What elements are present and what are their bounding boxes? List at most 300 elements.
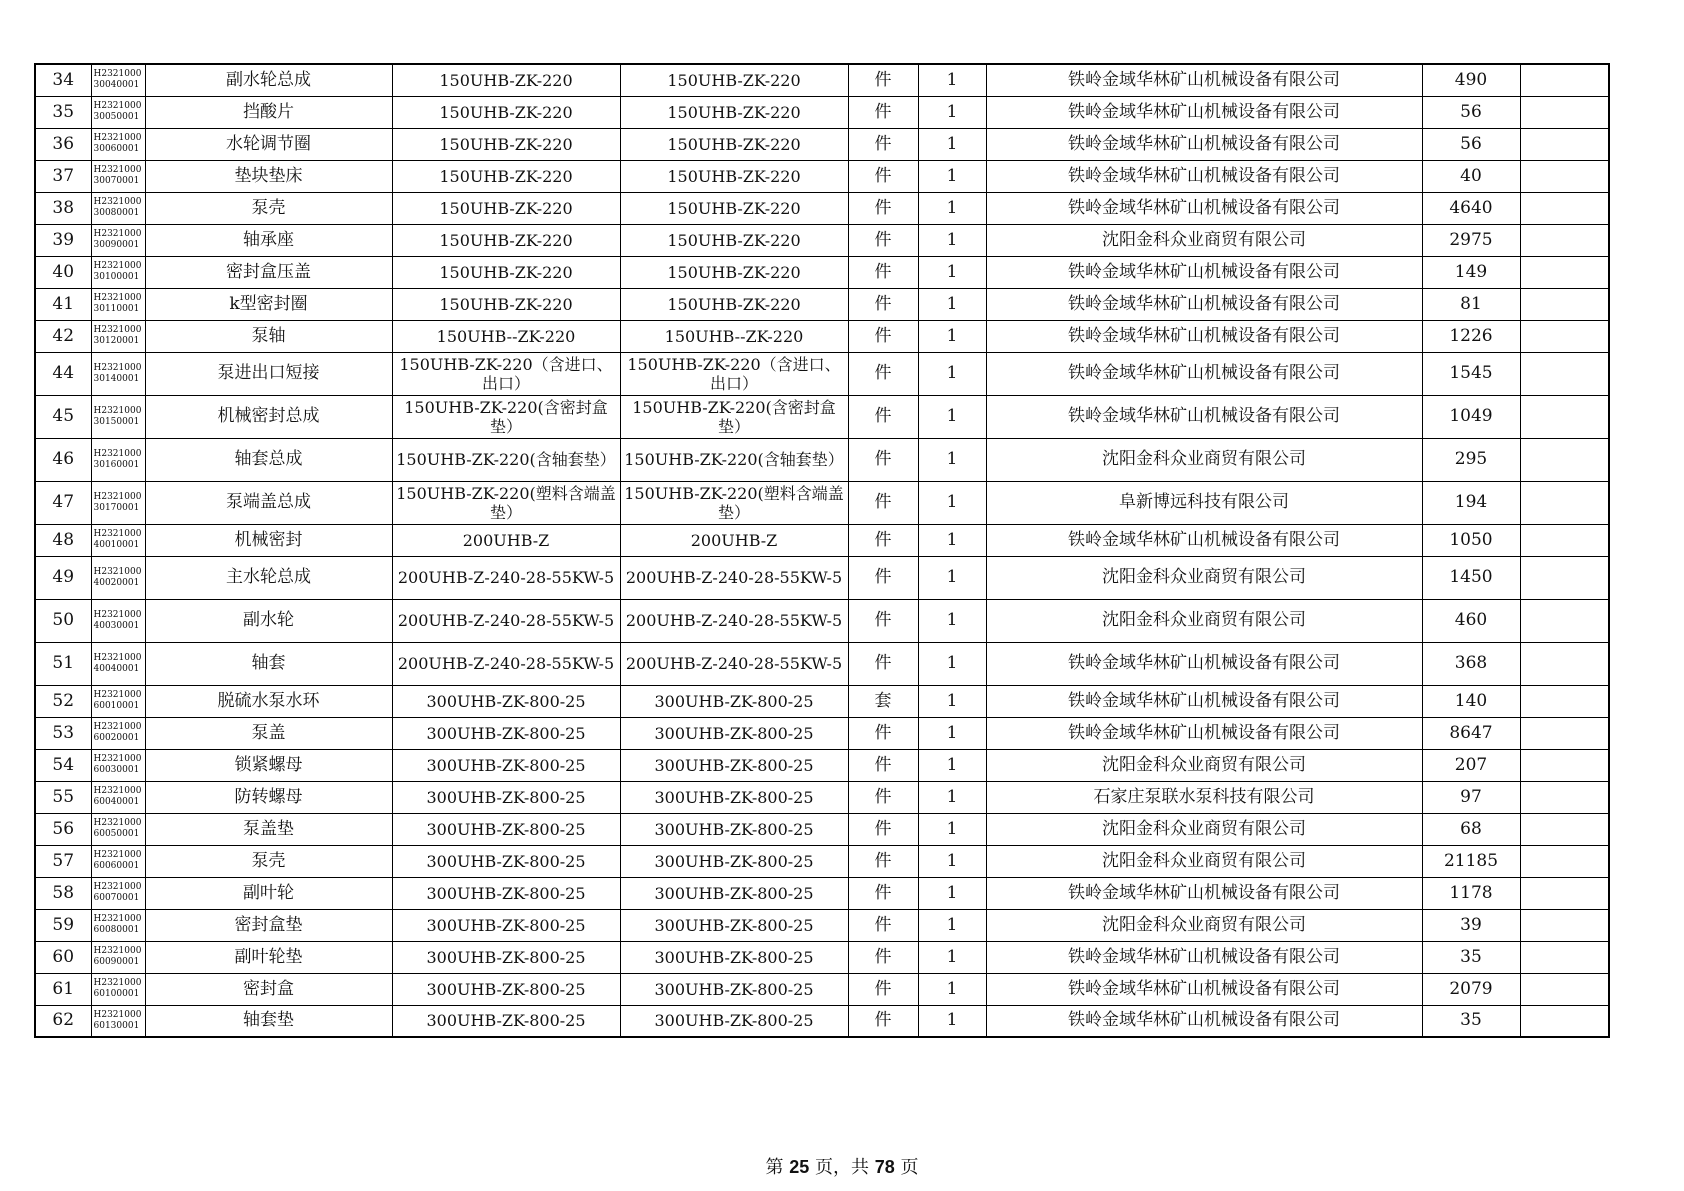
quantity: 1	[918, 96, 986, 128]
table-row	[35, 685, 1609, 717]
spec-text: 150UHB-ZK-220	[392, 192, 620, 224]
remark	[1520, 224, 1609, 256]
model-text: 200UHB-Z-240-28-55KW-5	[620, 556, 848, 599]
supplier-name: 沈阳金科众业商贸有限公司	[986, 556, 1422, 599]
unit: 件	[848, 1005, 918, 1037]
row-number: 47	[35, 481, 91, 524]
unit: 件	[848, 909, 918, 941]
quantity: 1	[918, 973, 986, 1005]
remark	[1520, 481, 1609, 524]
unit-price: 68	[1422, 813, 1520, 845]
quantity: 1	[918, 320, 986, 352]
unit-price: 2079	[1422, 973, 1520, 1005]
remark	[1520, 438, 1609, 481]
table-row	[35, 160, 1609, 192]
quantity: 1	[918, 813, 986, 845]
remark	[1520, 1005, 1609, 1037]
spec-text: 300UHB-ZK-800-25	[392, 1005, 620, 1037]
table-row	[35, 909, 1609, 941]
spec-text: 150UHB--ZK-220	[392, 320, 620, 352]
part-name: 泵轴	[145, 320, 392, 352]
row-number: 40	[35, 256, 91, 288]
supplier-name: 铁岭金域华林矿山机械设备有限公司	[986, 160, 1422, 192]
unit: 件	[848, 256, 918, 288]
remark	[1520, 556, 1609, 599]
model-text: 300UHB-ZK-800-25	[620, 877, 848, 909]
unit: 件	[848, 781, 918, 813]
remark	[1520, 941, 1609, 973]
part-name: 泵壳	[145, 845, 392, 877]
table-row	[35, 599, 1609, 642]
footer-prefix: 第	[765, 1157, 784, 1178]
remark	[1520, 909, 1609, 941]
part-name: 垫块垫床	[145, 160, 392, 192]
table-row	[35, 96, 1609, 128]
remark	[1520, 781, 1609, 813]
quantity: 1	[918, 352, 986, 395]
model-text: 150UHB-ZK-220(含轴套垫）	[620, 438, 848, 481]
model-text: 300UHB-ZK-800-25	[620, 781, 848, 813]
unit: 件	[848, 813, 918, 845]
spec-text: 150UHB-ZK-220	[392, 288, 620, 320]
material-code: H2321000 60020001	[91, 717, 145, 749]
model-text: 150UHB-ZK-220	[620, 64, 848, 96]
model-text: 300UHB-ZK-800-25	[620, 909, 848, 941]
supplier-name: 沈阳金科众业商贸有限公司	[986, 224, 1422, 256]
part-name: 泵盖垫	[145, 813, 392, 845]
material-code: H2321000 30070001	[91, 160, 145, 192]
unit-price: 56	[1422, 128, 1520, 160]
model-text: 150UHB-ZK-220(含密封盒垫）	[620, 395, 848, 438]
remark	[1520, 288, 1609, 320]
page-footer	[0, 1153, 1684, 1179]
unit-price: 490	[1422, 64, 1520, 96]
spec-text: 150UHB-ZK-220	[392, 256, 620, 288]
unit: 件	[848, 64, 918, 96]
remark	[1520, 395, 1609, 438]
supplier-name: 铁岭金域华林矿山机械设备有限公司	[986, 192, 1422, 224]
table-body	[35, 64, 1609, 1037]
quantity: 1	[918, 524, 986, 556]
quantity: 1	[918, 877, 986, 909]
spec-text: 200UHB-Z	[392, 524, 620, 556]
row-number: 37	[35, 160, 91, 192]
unit: 件	[848, 395, 918, 438]
spec-text: 300UHB-ZK-800-25	[392, 941, 620, 973]
unit: 件	[848, 941, 918, 973]
spec-text: 300UHB-ZK-800-25	[392, 909, 620, 941]
spec-text: 200UHB-Z-240-28-55KW-5	[392, 642, 620, 685]
table-row	[35, 941, 1609, 973]
quantity: 1	[918, 160, 986, 192]
model-text: 300UHB-ZK-800-25	[620, 717, 848, 749]
remark	[1520, 128, 1609, 160]
supplier-name: 铁岭金域华林矿山机械设备有限公司	[986, 877, 1422, 909]
spec-text: 300UHB-ZK-800-25	[392, 845, 620, 877]
spec-text: 300UHB-ZK-800-25	[392, 717, 620, 749]
quantity: 1	[918, 845, 986, 877]
table-row	[35, 128, 1609, 160]
supplier-name: 沈阳金科众业商贸有限公司	[986, 909, 1422, 941]
unit-price: 21185	[1422, 845, 1520, 877]
row-number: 51	[35, 642, 91, 685]
table-row	[35, 877, 1609, 909]
spec-text: 150UHB-ZK-220	[392, 224, 620, 256]
model-text: 200UHB-Z-240-28-55KW-5	[620, 599, 848, 642]
table-row	[35, 642, 1609, 685]
unit: 件	[848, 160, 918, 192]
row-number: 41	[35, 288, 91, 320]
row-number: 61	[35, 973, 91, 1005]
remark	[1520, 685, 1609, 717]
row-number: 60	[35, 941, 91, 973]
unit-price: 35	[1422, 1005, 1520, 1037]
row-number: 46	[35, 438, 91, 481]
unit-price: 4640	[1422, 192, 1520, 224]
quantity: 1	[918, 749, 986, 781]
part-name: 泵端盖总成	[145, 481, 392, 524]
material-code: H2321000 40020001	[91, 556, 145, 599]
unit: 件	[848, 192, 918, 224]
supplier-name: 铁岭金域华林矿山机械设备有限公司	[986, 973, 1422, 1005]
remark	[1520, 845, 1609, 877]
model-text: 300UHB-ZK-800-25	[620, 941, 848, 973]
table-row	[35, 395, 1609, 438]
unit-price: 1545	[1422, 352, 1520, 395]
material-code: H2321000 60030001	[91, 749, 145, 781]
remark	[1520, 160, 1609, 192]
material-code: H2321000 30040001	[91, 64, 145, 96]
unit-price: 97	[1422, 781, 1520, 813]
model-text: 150UHB-ZK-220	[620, 224, 848, 256]
total-pages: 78	[874, 1157, 895, 1177]
part-name: 轴套垫	[145, 1005, 392, 1037]
spec-text: 150UHB-ZK-220	[392, 96, 620, 128]
remark	[1520, 96, 1609, 128]
unit: 件	[848, 717, 918, 749]
unit-price: 1450	[1422, 556, 1520, 599]
unit: 件	[848, 96, 918, 128]
row-number: 35	[35, 96, 91, 128]
part-name: 泵盖	[145, 717, 392, 749]
table-row	[35, 481, 1609, 524]
table-row	[35, 813, 1609, 845]
supplier-name: 沈阳金科众业商贸有限公司	[986, 813, 1422, 845]
model-text: 150UHB-ZK-220	[620, 160, 848, 192]
material-code: H2321000 60040001	[91, 781, 145, 813]
unit: 套	[848, 685, 918, 717]
supplier-name: 铁岭金域华林矿山机械设备有限公司	[986, 941, 1422, 973]
unit-price: 295	[1422, 438, 1520, 481]
material-code: H2321000 30140001	[91, 352, 145, 395]
material-code: H2321000 40030001	[91, 599, 145, 642]
table-row	[35, 845, 1609, 877]
unit: 件	[848, 524, 918, 556]
quantity: 1	[918, 599, 986, 642]
row-number: 49	[35, 556, 91, 599]
model-text: 150UHB-ZK-220	[620, 128, 848, 160]
model-text: 200UHB-Z	[620, 524, 848, 556]
row-number: 53	[35, 717, 91, 749]
unit-price: 8647	[1422, 717, 1520, 749]
part-name: 副水轮	[145, 599, 392, 642]
quantity: 1	[918, 556, 986, 599]
material-code: H2321000 40010001	[91, 524, 145, 556]
row-number: 50	[35, 599, 91, 642]
spec-text: 150UHB-ZK-220	[392, 64, 620, 96]
unit-price: 56	[1422, 96, 1520, 128]
spec-text: 150UHB-ZK-220（含进口、出口）	[392, 352, 620, 395]
model-text: 300UHB-ZK-800-25	[620, 685, 848, 717]
model-text: 150UHB-ZK-220(塑料含端盖垫）	[620, 481, 848, 524]
supplier-name: 铁岭金域华林矿山机械设备有限公司	[986, 524, 1422, 556]
supplier-name: 沈阳金科众业商贸有限公司	[986, 438, 1422, 481]
remark	[1520, 320, 1609, 352]
quantity: 1	[918, 941, 986, 973]
unit: 件	[848, 128, 918, 160]
material-code: H2321000 60010001	[91, 685, 145, 717]
quantity: 1	[918, 781, 986, 813]
unit: 件	[848, 973, 918, 1005]
unit-price: 140	[1422, 685, 1520, 717]
unit: 件	[848, 481, 918, 524]
model-text: 300UHB-ZK-800-25	[620, 749, 848, 781]
material-code: H2321000 30170001	[91, 481, 145, 524]
unit: 件	[848, 599, 918, 642]
row-number: 52	[35, 685, 91, 717]
unit-price: 368	[1422, 642, 1520, 685]
part-name: 轴承座	[145, 224, 392, 256]
spec-text: 300UHB-ZK-800-25	[392, 781, 620, 813]
material-code: H2321000 60090001	[91, 941, 145, 973]
unit: 件	[848, 749, 918, 781]
part-name: 副叶轮垫	[145, 941, 392, 973]
unit: 件	[848, 288, 918, 320]
table-row	[35, 320, 1609, 352]
supplier-name: 铁岭金域华林矿山机械设备有限公司	[986, 717, 1422, 749]
quantity: 1	[918, 909, 986, 941]
remark	[1520, 749, 1609, 781]
table-row	[35, 64, 1609, 96]
quantity: 1	[918, 224, 986, 256]
model-text: 300UHB-ZK-800-25	[620, 1005, 848, 1037]
table-row	[35, 524, 1609, 556]
spec-text: 150UHB-ZK-220	[392, 160, 620, 192]
model-text: 300UHB-ZK-800-25	[620, 973, 848, 1005]
material-code: H2321000 60060001	[91, 845, 145, 877]
quantity: 1	[918, 128, 986, 160]
remark	[1520, 192, 1609, 224]
material-code: H2321000 60130001	[91, 1005, 145, 1037]
material-code: H2321000 60050001	[91, 813, 145, 845]
table-row	[35, 352, 1609, 395]
supplier-name: 铁岭金域华林矿山机械设备有限公司	[986, 320, 1422, 352]
spec-text: 200UHB-Z-240-28-55KW-5	[392, 599, 620, 642]
part-name: 水轮调节圈	[145, 128, 392, 160]
supplier-name: 沈阳金科众业商贸有限公司	[986, 599, 1422, 642]
part-name: 密封盒垫	[145, 909, 392, 941]
unit: 件	[848, 320, 918, 352]
part-name: k型密封圈	[145, 288, 392, 320]
unit-price: 149	[1422, 256, 1520, 288]
part-name: 副叶轮	[145, 877, 392, 909]
remark	[1520, 352, 1609, 395]
model-text: 150UHB-ZK-220（含进口、出口）	[620, 352, 848, 395]
part-name: 泵进出口短接	[145, 352, 392, 395]
part-name: 轴套	[145, 642, 392, 685]
remark	[1520, 256, 1609, 288]
row-number: 45	[35, 395, 91, 438]
part-name: 副水轮总成	[145, 64, 392, 96]
table-row	[35, 556, 1609, 599]
spec-text: 300UHB-ZK-800-25	[392, 877, 620, 909]
part-name: 挡酸片	[145, 96, 392, 128]
supplier-name: 铁岭金域华林矿山机械设备有限公司	[986, 685, 1422, 717]
model-text: 300UHB-ZK-800-25	[620, 813, 848, 845]
model-text: 200UHB-Z-240-28-55KW-5	[620, 642, 848, 685]
spec-text: 300UHB-ZK-800-25	[392, 749, 620, 781]
supplier-name: 铁岭金域华林矿山机械设备有限公司	[986, 288, 1422, 320]
material-code: H2321000 30060001	[91, 128, 145, 160]
supplier-name: 石家庄泵联水泵科技有限公司	[986, 781, 1422, 813]
spec-text: 300UHB-ZK-800-25	[392, 685, 620, 717]
supplier-name: 阜新博远科技有限公司	[986, 481, 1422, 524]
unit-price: 194	[1422, 481, 1520, 524]
quantity: 1	[918, 481, 986, 524]
part-name: 防转螺母	[145, 781, 392, 813]
row-number: 34	[35, 64, 91, 96]
remark	[1520, 813, 1609, 845]
model-text: 150UHB-ZK-220	[620, 288, 848, 320]
unit: 件	[848, 845, 918, 877]
row-number: 56	[35, 813, 91, 845]
table-row	[35, 288, 1609, 320]
part-name: 机械密封	[145, 524, 392, 556]
material-code: H2321000 60100001	[91, 973, 145, 1005]
spec-text: 300UHB-ZK-800-25	[392, 973, 620, 1005]
part-name: 泵壳	[145, 192, 392, 224]
material-code: H2321000 30150001	[91, 395, 145, 438]
model-text: 150UHB--ZK-220	[620, 320, 848, 352]
remark	[1520, 973, 1609, 1005]
unit-price: 1049	[1422, 395, 1520, 438]
spec-text: 150UHB-ZK-220(含轴套垫）	[392, 438, 620, 481]
spec-text: 300UHB-ZK-800-25	[392, 813, 620, 845]
unit-price: 207	[1422, 749, 1520, 781]
material-code: H2321000 30100001	[91, 256, 145, 288]
supplier-name: 沈阳金科众业商贸有限公司	[986, 845, 1422, 877]
quantity: 1	[918, 642, 986, 685]
part-name: 密封盒	[145, 973, 392, 1005]
material-code: H2321000 30050001	[91, 96, 145, 128]
spec-text: 150UHB-ZK-220	[392, 128, 620, 160]
row-number: 48	[35, 524, 91, 556]
unit-price: 1178	[1422, 877, 1520, 909]
row-number: 54	[35, 749, 91, 781]
unit: 件	[848, 438, 918, 481]
parts-price-table	[34, 63, 1610, 1038]
part-name: 密封盒压盖	[145, 256, 392, 288]
supplier-name: 铁岭金域华林矿山机械设备有限公司	[986, 64, 1422, 96]
model-text: 150UHB-ZK-220	[620, 256, 848, 288]
quantity: 1	[918, 438, 986, 481]
table-row	[35, 256, 1609, 288]
quantity: 1	[918, 192, 986, 224]
unit-price: 1050	[1422, 524, 1520, 556]
quantity: 1	[918, 395, 986, 438]
footer-suffix: 页	[900, 1157, 919, 1178]
row-number: 44	[35, 352, 91, 395]
remark	[1520, 599, 1609, 642]
table-row	[35, 973, 1609, 1005]
unit: 件	[848, 556, 918, 599]
part-name: 机械密封总成	[145, 395, 392, 438]
supplier-name: 铁岭金域华林矿山机械设备有限公司	[986, 256, 1422, 288]
quantity: 1	[918, 717, 986, 749]
model-text: 150UHB-ZK-220	[620, 192, 848, 224]
material-code: H2321000 60070001	[91, 877, 145, 909]
unit: 件	[848, 224, 918, 256]
unit-price: 35	[1422, 941, 1520, 973]
table-row	[35, 192, 1609, 224]
model-text: 150UHB-ZK-220	[620, 96, 848, 128]
unit-price: 1226	[1422, 320, 1520, 352]
unit-price: 40	[1422, 160, 1520, 192]
spec-text: 150UHB-ZK-220(塑料含端盖垫）	[392, 481, 620, 524]
unit: 件	[848, 352, 918, 395]
unit-price: 81	[1422, 288, 1520, 320]
supplier-name: 铁岭金域华林矿山机械设备有限公司	[986, 128, 1422, 160]
footer-middle: 页，共	[815, 1157, 869, 1178]
supplier-name: 铁岭金域华林矿山机械设备有限公司	[986, 1005, 1422, 1037]
part-name: 主水轮总成	[145, 556, 392, 599]
table-row	[35, 224, 1609, 256]
row-number: 42	[35, 320, 91, 352]
table-row	[35, 717, 1609, 749]
part-name: 轴套总成	[145, 438, 392, 481]
table-row	[35, 749, 1609, 781]
spec-text: 200UHB-Z-240-28-55KW-5	[392, 556, 620, 599]
quantity: 1	[918, 685, 986, 717]
table-row	[35, 1005, 1609, 1037]
row-number: 58	[35, 877, 91, 909]
row-number: 57	[35, 845, 91, 877]
row-number: 38	[35, 192, 91, 224]
quantity: 1	[918, 64, 986, 96]
spec-text: 150UHB-ZK-220(含密封盒垫）	[392, 395, 620, 438]
unit: 件	[848, 642, 918, 685]
quantity: 1	[918, 1005, 986, 1037]
material-code: H2321000 40040001	[91, 642, 145, 685]
remark	[1520, 64, 1609, 96]
material-code: H2321000 30110001	[91, 288, 145, 320]
remark	[1520, 717, 1609, 749]
table-row	[35, 781, 1609, 813]
unit-price: 39	[1422, 909, 1520, 941]
unit: 件	[848, 877, 918, 909]
supplier-name: 沈阳金科众业商贸有限公司	[986, 749, 1422, 781]
material-code: H2321000 60080001	[91, 909, 145, 941]
row-number: 55	[35, 781, 91, 813]
row-number: 62	[35, 1005, 91, 1037]
row-number: 36	[35, 128, 91, 160]
quantity: 1	[918, 288, 986, 320]
material-code: H2321000 30090001	[91, 224, 145, 256]
supplier-name: 铁岭金域华林矿山机械设备有限公司	[986, 642, 1422, 685]
current-page-number: 25	[789, 1157, 810, 1177]
quantity: 1	[918, 256, 986, 288]
remark	[1520, 642, 1609, 685]
